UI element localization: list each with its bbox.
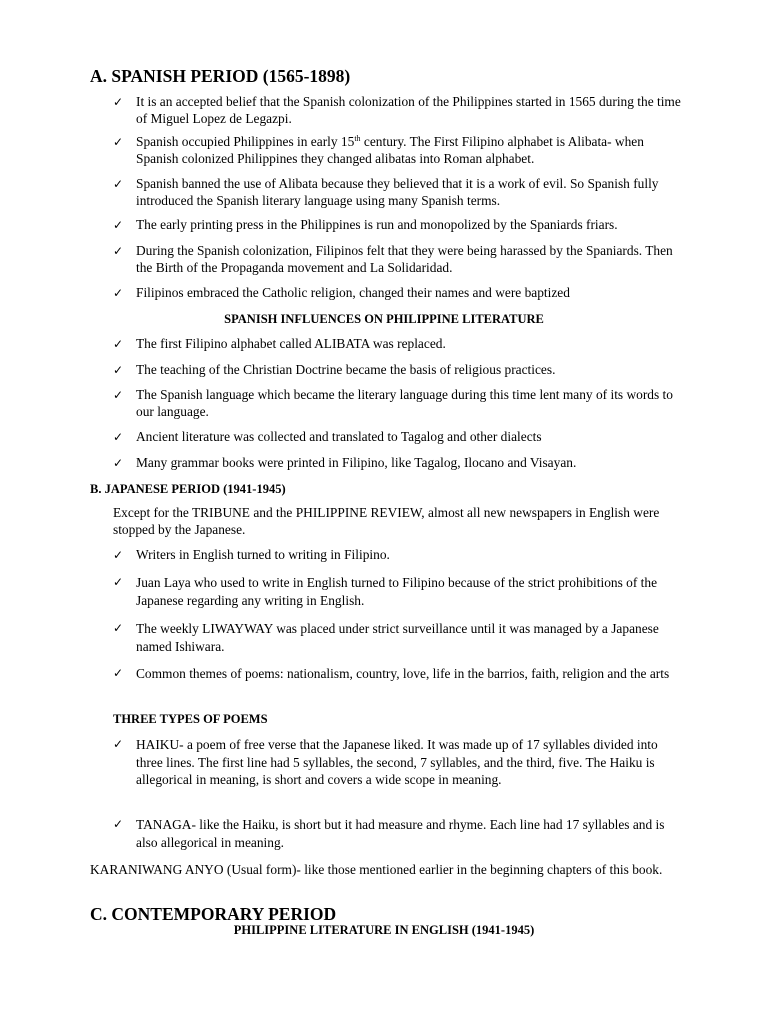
list-item (113, 176, 683, 209)
list-item-text: Ancient literature was collected and translated to Tagalog and other dialects (136, 429, 542, 444)
checkmark-icon: ✓ (113, 218, 124, 232)
checkmark-icon: ✓ (113, 666, 124, 680)
section-a-title: A. SPANISH PERIOD (1565-1898) (90, 66, 351, 86)
list-item (113, 736, 683, 789)
checkmark-icon: ✓ (113, 456, 124, 470)
section-b-title: B. JAPANESE PERIOD (1941-1945) (90, 482, 286, 496)
list-item-text: The Spanish language which became the literary language during this time lent many of its words to our language. (136, 387, 673, 419)
list-item (113, 336, 683, 353)
list-item (113, 285, 683, 302)
checkmark-icon: ✓ (113, 548, 124, 562)
list-item (113, 94, 683, 127)
checkmark-icon: ✓ (113, 817, 124, 831)
karaniwang-paragraph: KARANIWANG ANYO (Usual form)- like those mentioned earlier in the beginning chapters of this book. (90, 862, 663, 877)
list-item-text: Filipinos embraced the Catholic religion, changed their names and were baptized (136, 285, 570, 300)
checkmark-icon: ✓ (113, 388, 124, 402)
checkmark-icon: ✓ (113, 737, 124, 751)
list-item-text: Spanish occupied Philippines in early 15th century. The First Filipino alphabet is Alibata- when Spanish colonized Philippines they changed alibatas into Roman alphabet. (136, 134, 644, 166)
list-item-text: The teaching of the Christian Doctrine became the basis of religious practices. (136, 362, 556, 377)
list-item (113, 455, 683, 472)
checkmark-icon: ✓ (113, 95, 124, 109)
checkmark-icon: ✓ (113, 363, 124, 377)
list-item-text: Spanish banned the use of Alibata because they believed that it is a work of evil. So Spanish fully introduced the Spanish literary language using many Spanish terms. (136, 176, 659, 208)
list-item-text: The first Filipino alphabet called ALIBATA was replaced. (136, 336, 446, 351)
list-item (113, 217, 683, 234)
list-item-text: Common themes of poems: nationalism, country, love, life in the barrios, faith, religion and the arts (136, 666, 670, 681)
list-item (113, 362, 683, 379)
list-item-text: Many grammar books were printed in Filipino, like Tagalog, Ilocano and Visayan. (136, 455, 577, 470)
list-item (113, 816, 683, 851)
section-c-title: C. CONTEMPORARY PERIOD (90, 904, 337, 924)
checkmark-icon: ✓ (113, 430, 124, 444)
list-item-text: The early printing press in the Philippines is run and monopolized by the Spaniards friars. (136, 217, 618, 232)
list-item (113, 665, 683, 683)
checkmark-icon: ✓ (113, 286, 124, 300)
poems-heading: THREE TYPES OF POEMS (113, 712, 268, 726)
list-item-text: It is an accepted belief that the Spanish colonization of the Philippines started in 1565 during the time of Miguel Lopez de Legazpi. (136, 94, 681, 126)
influences-heading: SPANISH INFLUENCES ON PHILIPPINE LITERATURE (224, 312, 544, 326)
list-item (113, 574, 683, 609)
list-item-text: TANAGA- like the Haiku, is short but it had measure and rhyme. Each line had 17 syllables and is also allegorical in meaning. (136, 817, 665, 850)
list-item-text: During the Spanish colonization, Filipinos felt that they were being harassed by the Spaniards. Then the Birth of the Propaganda movement and La Solidaridad. (136, 243, 673, 275)
list-item-text: Juan Laya who used to write in English turned to Filipino because of the strict prohibitions of the Japanese regarding any writing in English. (136, 575, 658, 608)
checkmark-icon: ✓ (113, 575, 124, 589)
checkmark-icon: ✓ (113, 135, 124, 149)
list-item (113, 429, 683, 446)
checkmark-icon: ✓ (113, 177, 124, 191)
list-item (113, 243, 683, 276)
list-item (113, 547, 683, 564)
list-item (113, 134, 683, 167)
checkmark-icon: ✓ (113, 244, 124, 258)
list-item (113, 387, 683, 420)
list-item-text: Writers in English turned to writing in Filipino. (136, 547, 390, 562)
section-b-intro: Except for the TRIBUNE and the PHILIPPINE REVIEW, almost all new newspapers in English were stopped by the Japanese. (113, 505, 660, 537)
list-item-text: The weekly LIWAYWAY was placed under strict surveillance until it was managed by a Japanese named Ishiwara. (136, 621, 659, 654)
list-item-text: HAIKU- a poem of free verse that the Japanese liked. It was made up of 17 syllables divided into three lines. The first line had 5 syllables, the second, 7 syllables, and the third, five. The Haiku is allegorical in meaning, is short and covers a wide scope in meaning. (136, 737, 658, 787)
list-item (113, 620, 683, 655)
checkmark-icon: ✓ (113, 337, 124, 351)
section-c-subheading: PHILIPPINE LITERATURE IN ENGLISH (1941-1945) (233, 923, 535, 937)
checkmark-icon: ✓ (113, 621, 124, 635)
